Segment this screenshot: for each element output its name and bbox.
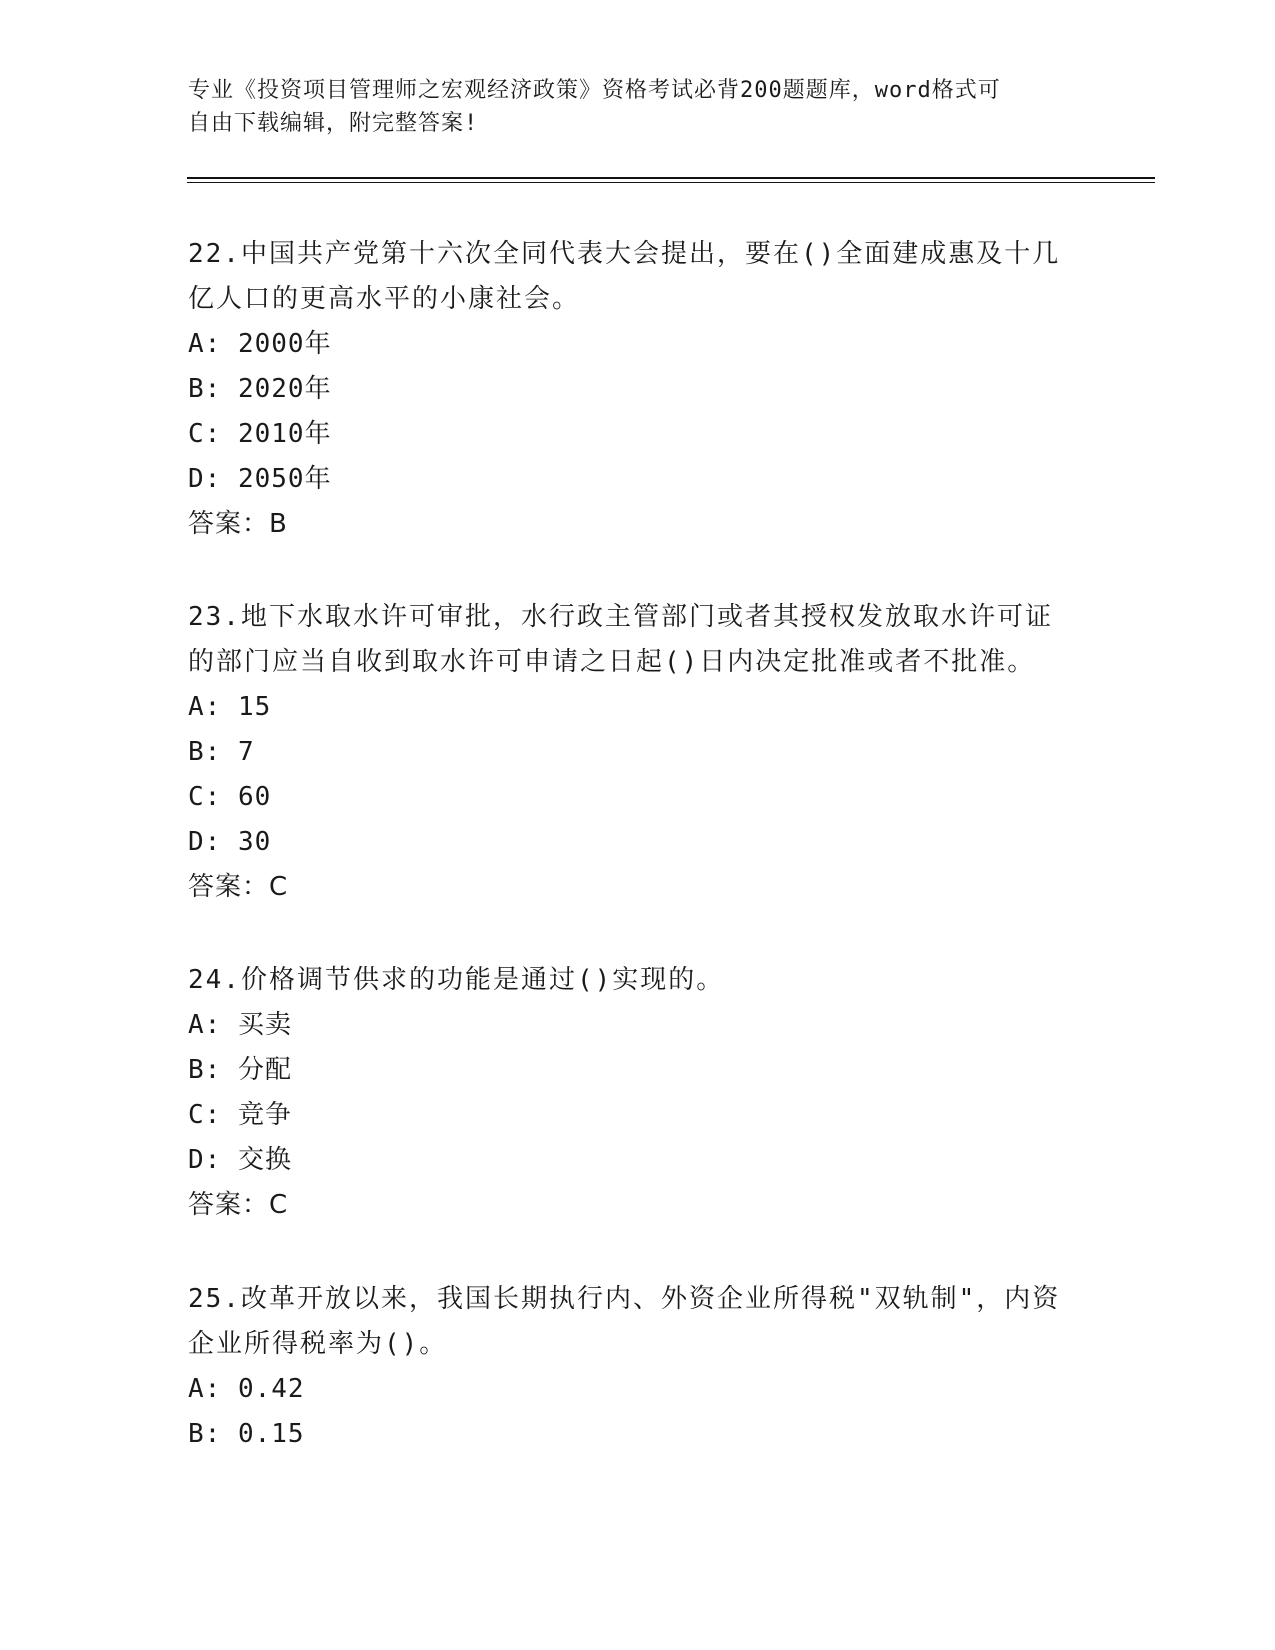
option-b: B: 0.15: [188, 1419, 305, 1449]
question-text-line: 24.价格调节供求的功能是通过()实现的。: [188, 965, 725, 995]
question-24: [188, 958, 1088, 1228]
document-header: [188, 74, 1068, 140]
answer: 答案：C: [188, 1190, 289, 1220]
option-a: A: 2000年: [188, 329, 332, 359]
question-23: [188, 595, 1088, 910]
header-line-1: 专业《投资项目管理师之宏观经济政策》资格考试必背200题题库，word格式可: [188, 78, 1001, 103]
header-divider: [187, 177, 1155, 183]
answer: 答案：B: [188, 509, 288, 539]
option-b: B: 2020年: [188, 374, 332, 404]
header-line-2: 自由下载编辑，附完整答案!: [188, 111, 479, 136]
option-c: C: 竞争: [188, 1100, 292, 1130]
question-25: [188, 1277, 1088, 1457]
question-text-line: 25.改革开放以来，我国长期执行内、外资企业所得税"双轨制"，内资: [188, 1284, 1061, 1314]
option-d: D: 2050年: [188, 464, 332, 494]
option-a: A: 买卖: [188, 1010, 292, 1040]
question-text-line: 23.地下水取水许可审批，水行政主管部门或者其授权发放取水许可证: [188, 602, 1053, 632]
option-c: C: 60: [188, 782, 272, 812]
question-text-line: 的部门应当自收到取水许可申请之日起()日内决定批准或者不批准。: [188, 647, 1036, 677]
question-text-line: 亿人口的更高水平的小康社会。: [188, 284, 581, 314]
option-a: A: 0.42: [188, 1374, 305, 1404]
option-b: B: 7: [188, 737, 255, 767]
question-text-line: 22.中国共产党第十六次全同代表大会提出，要在()全面建成惠及十几: [188, 239, 1061, 269]
option-d: D: 交换: [188, 1145, 292, 1175]
option-a: A: 15: [188, 692, 272, 722]
question-text-line: 企业所得税率为()。: [188, 1329, 448, 1359]
question-22: [188, 232, 1088, 547]
option-d: D: 30: [188, 827, 272, 857]
option-b: B: 分配: [188, 1055, 292, 1085]
option-c: C: 2010年: [188, 419, 332, 449]
answer: 答案：C: [188, 872, 289, 902]
